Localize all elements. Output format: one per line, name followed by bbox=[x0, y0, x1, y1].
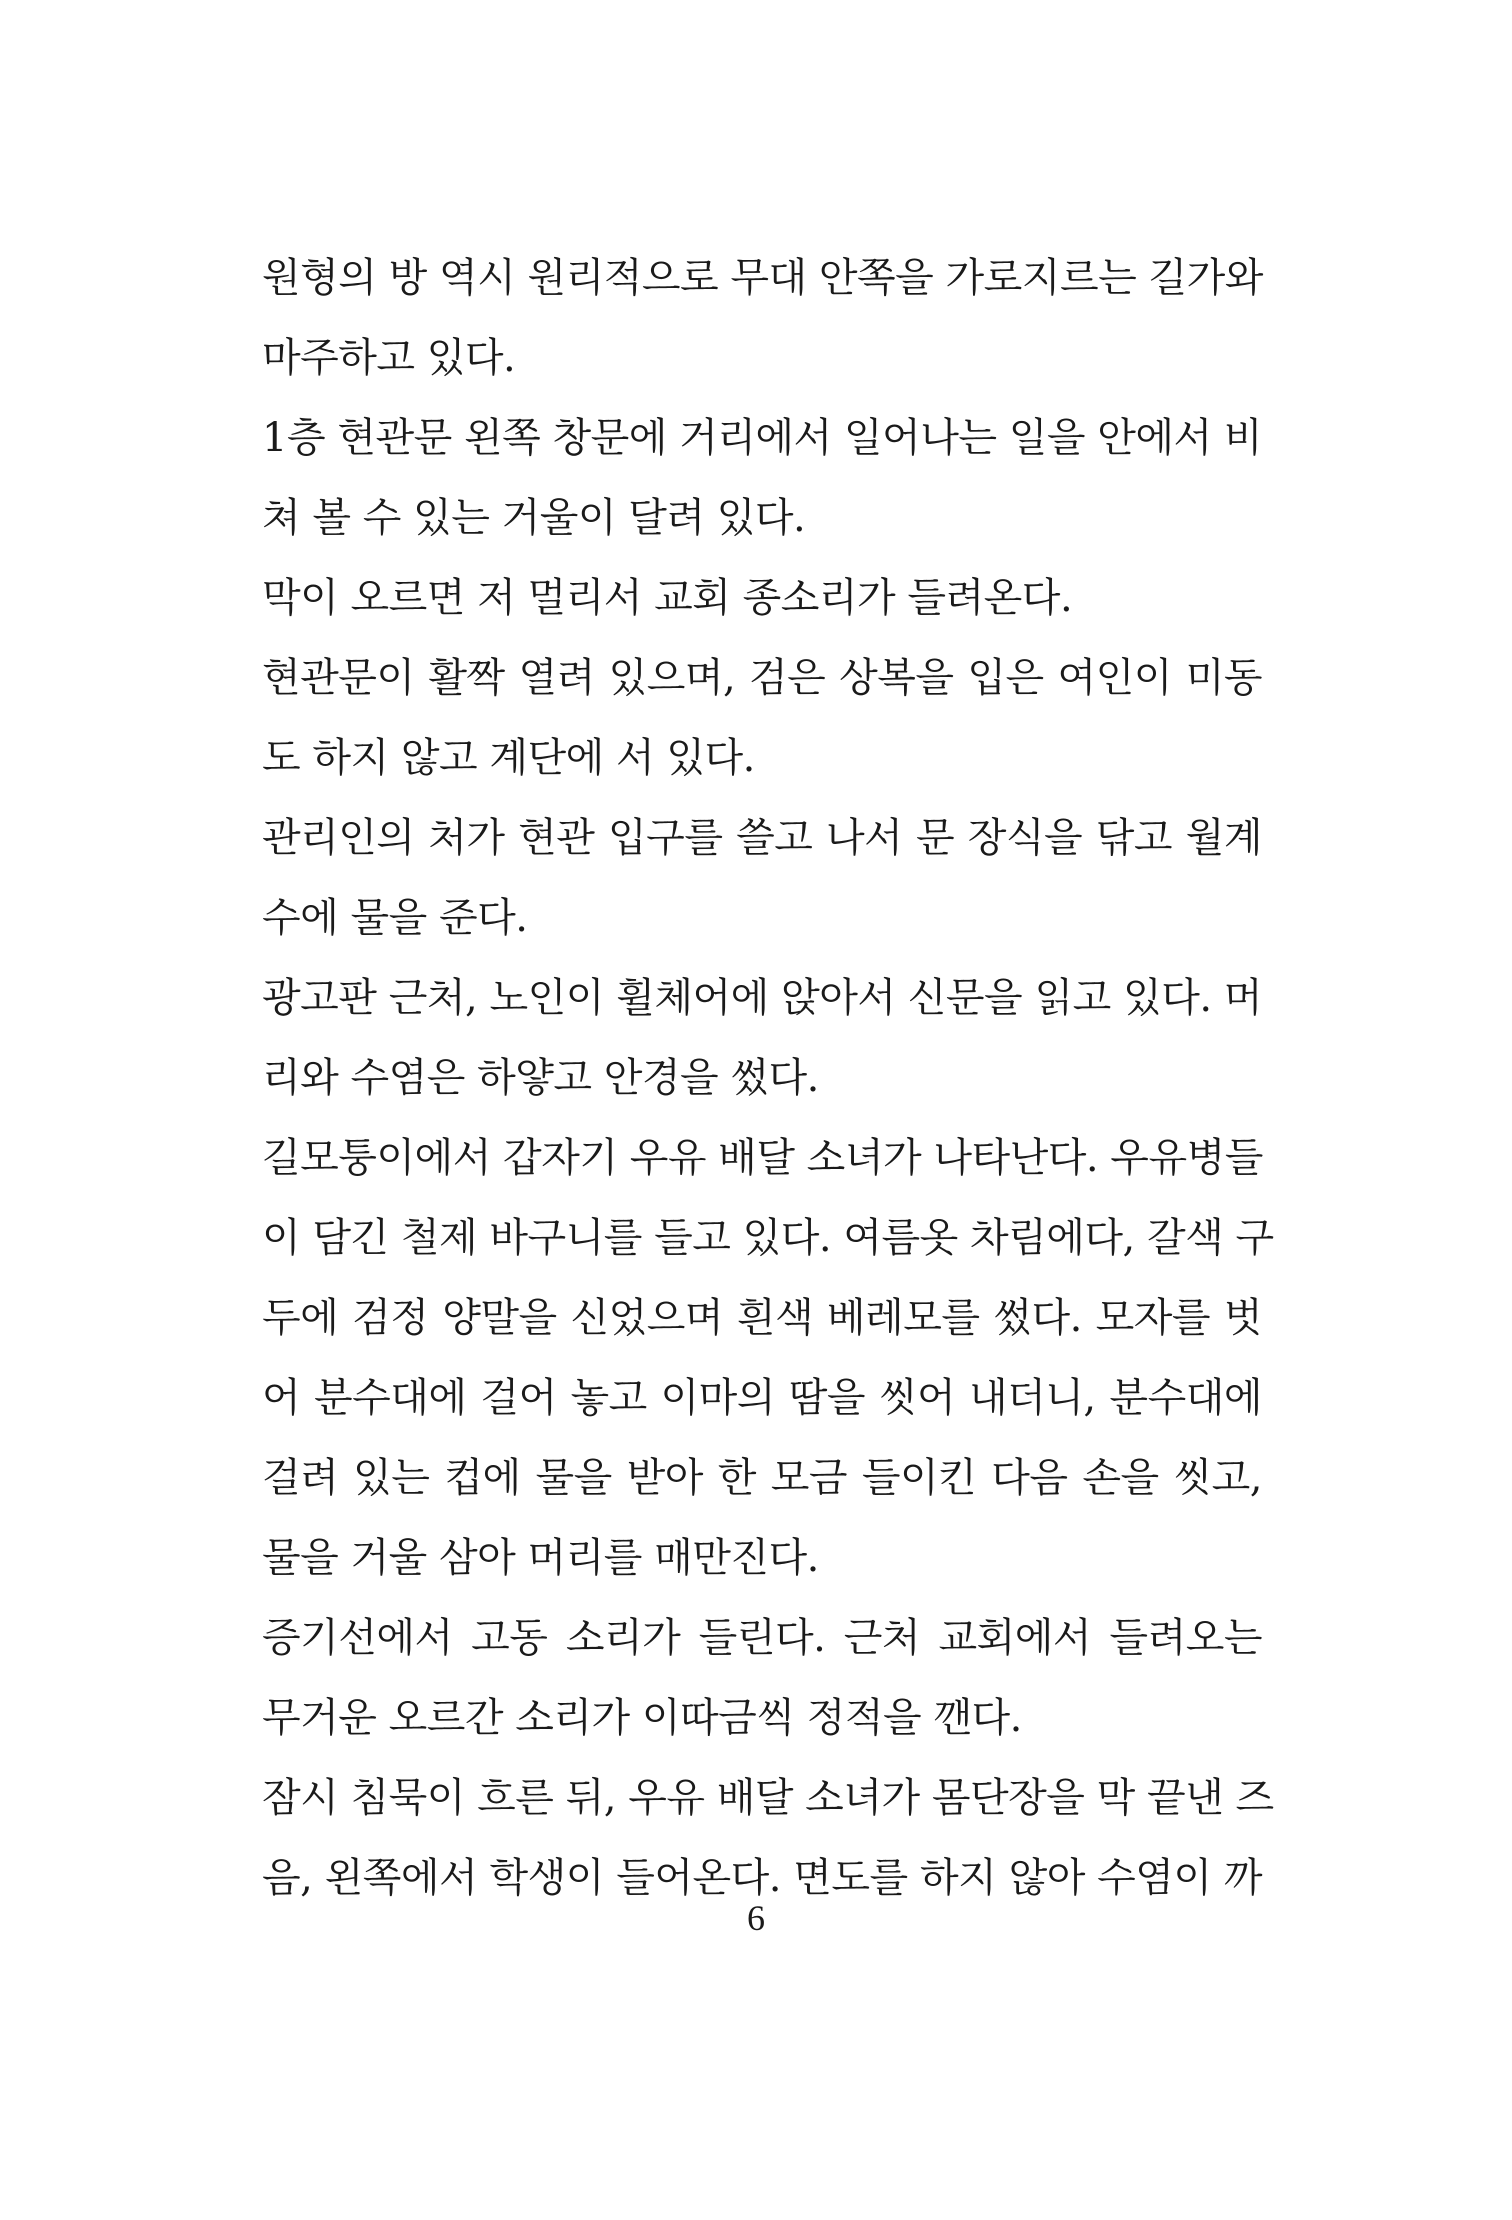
text-line: 광고판 근처, 노인이 휠체어에 앉아서 신문을 읽고 있다. 머 bbox=[262, 975, 1262, 1021]
text-line: 현관문이 활짝 열려 있으며, 검은 상복을 입은 여인이 미동 bbox=[262, 655, 1262, 701]
text-line: 막이 오르면 저 멀리서 교회 종소리가 들려온다. bbox=[262, 575, 1073, 621]
text-line: 증기선에서 고동 소리가 들린다. 근처 교회에서 들려오는 bbox=[262, 1615, 1262, 1661]
text-line: 물을 거울 삼아 머리를 매만진다. bbox=[262, 1535, 819, 1581]
text-line: 원형의 방 역시 원리적으로 무대 안쪽을 가로지르는 길가와 bbox=[262, 255, 1263, 301]
text-line: 1층 현관문 왼쪽 창문에 거리에서 일어나는 일을 안에서 비 bbox=[262, 415, 1262, 461]
text-line: 어 분수대에 걸어 놓고 이마의 땀을 씻어 내더니, 분수대에 bbox=[262, 1375, 1262, 1421]
text-line: 마주하고 있다. bbox=[262, 335, 516, 381]
text-line: 리와 수염은 하얗고 안경을 썼다. bbox=[262, 1055, 819, 1101]
text-line: 두에 검정 양말을 신었으며 흰색 베레모를 썼다. 모자를 벗 bbox=[262, 1295, 1262, 1341]
text-line: 잠시 침묵이 흐른 뒤, 우유 배달 소녀가 몸단장을 막 끝낸 즈 bbox=[262, 1775, 1274, 1821]
text-line: 수에 물을 준다. bbox=[262, 895, 528, 941]
text-line: 음, 왼쪽에서 학생이 들어온다. 면도를 하지 않아 수염이 까 bbox=[262, 1855, 1262, 1901]
text-line: 도 하지 않고 계단에 서 있다. bbox=[262, 735, 755, 781]
page-number: 6 bbox=[747, 1898, 765, 1938]
body-text bbox=[262, 238, 1274, 1918]
text-line: 걸려 있는 컵에 물을 받아 한 모금 들이킨 다음 손을 씻고, bbox=[262, 1455, 1262, 1501]
text-line: 길모퉁이에서 갑자기 우유 배달 소녀가 나타난다. 우유병들 bbox=[262, 1135, 1263, 1181]
text-line: 쳐 볼 수 있는 거울이 달려 있다. bbox=[262, 495, 806, 541]
text-line: 무거운 오르간 소리가 이따금씩 정적을 깬다. bbox=[262, 1695, 1022, 1741]
text-line: 이 담긴 철제 바구니를 들고 있다. 여름옷 차림에다, 갈색 구 bbox=[262, 1215, 1274, 1261]
text-line: 관리인의 처가 현관 입구를 쓸고 나서 문 장식을 닦고 월계 bbox=[262, 815, 1262, 861]
